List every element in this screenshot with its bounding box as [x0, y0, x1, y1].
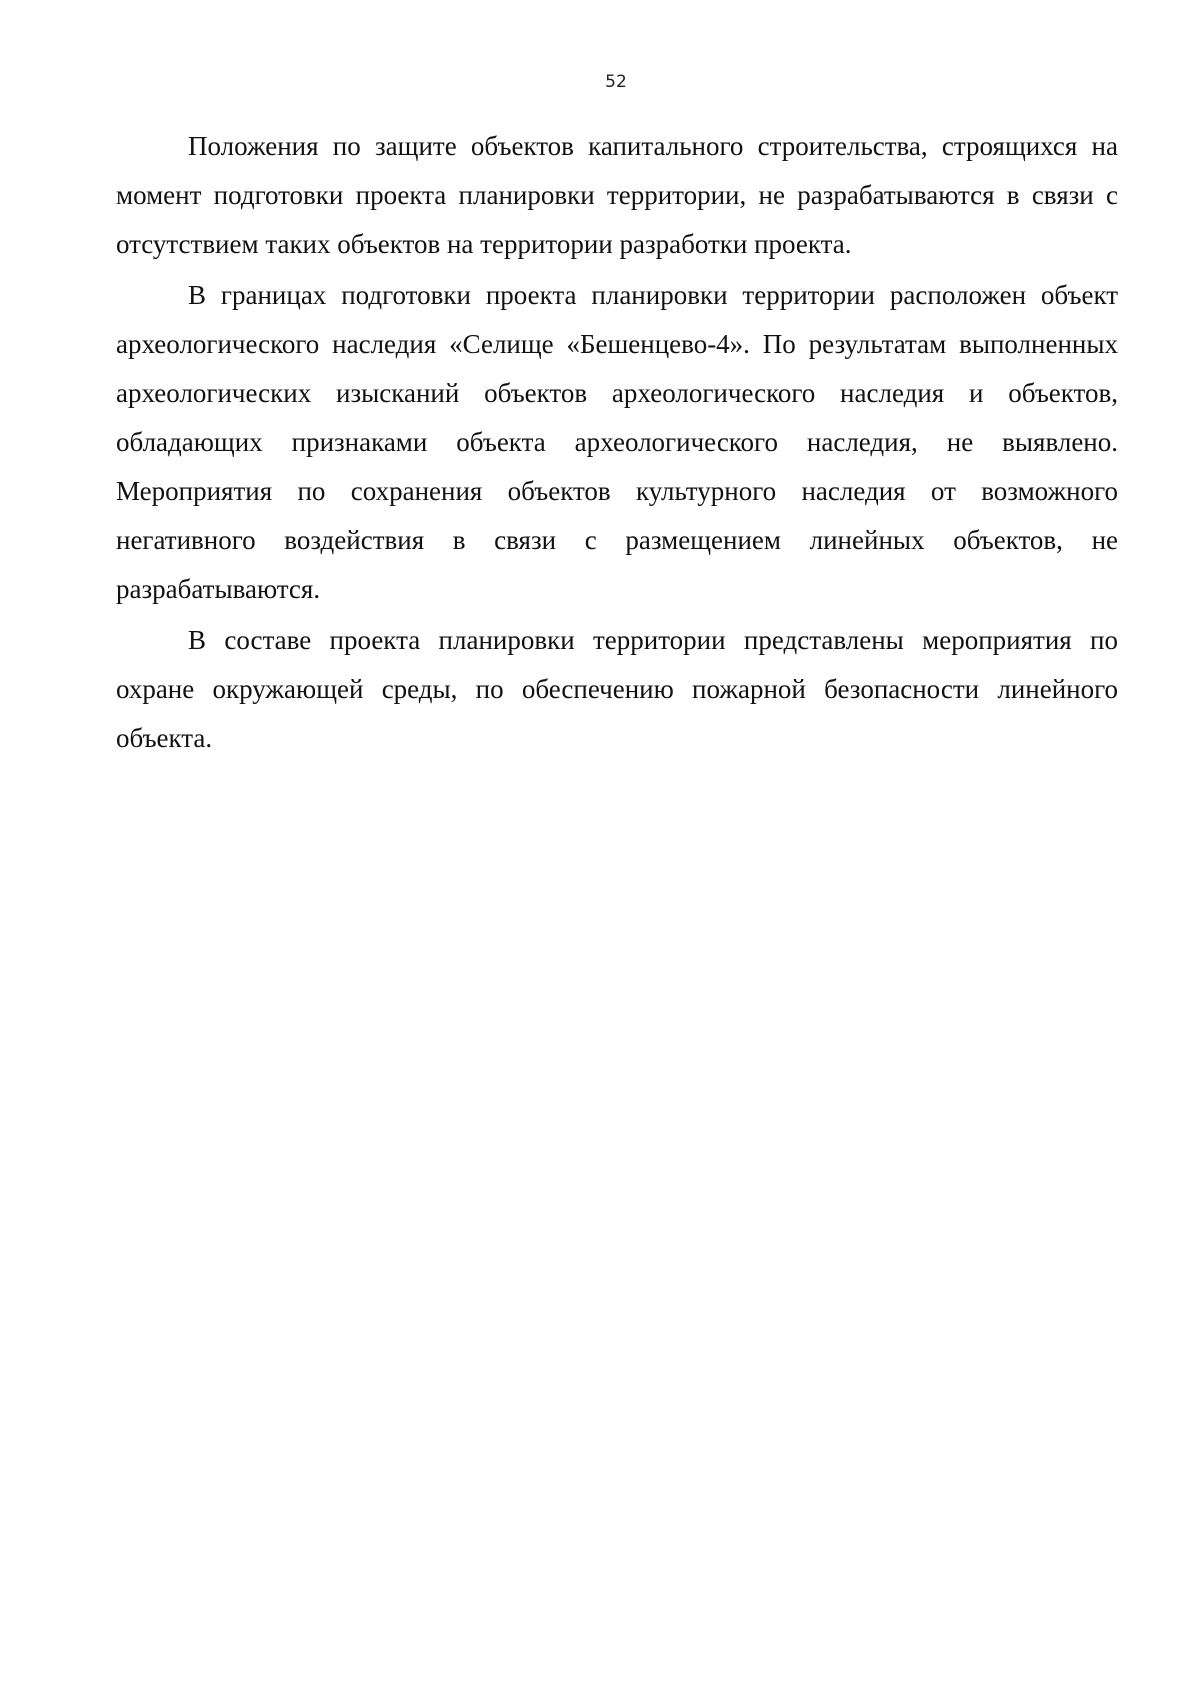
paragraph-construction-protection: Положения по защите объектов капитального строительства, строящихся на момент подготовки проекта планировки территории, не разрабатываются в связи с отсутствием таких объектов на территории разработки проекта. [116, 131, 1118, 259]
document-body [116, 122, 1118, 765]
page-number: 52 [605, 72, 627, 92]
paragraph-environmental-measures: В составе проекта планировки территории представлены мероприятия по охране окружающей среды, по обеспечению пожарной безопасности линейного объекта. [116, 625, 1118, 753]
paragraph-archaeological-heritage: В границах подготовки проекта планировки территории расположен объект археологического наследия «Селище «Бешенцево-4». По результатам выполненных археологических изысканий объектов археологического наследия и объектов, обладающих признаками объекта археологического наследия, не выявлено. Мероприятия по сохранения объектов культурного наследия от возможного негативного воздействия в связи с размещением линейных объектов, не разрабатываются. [116, 280, 1118, 604]
